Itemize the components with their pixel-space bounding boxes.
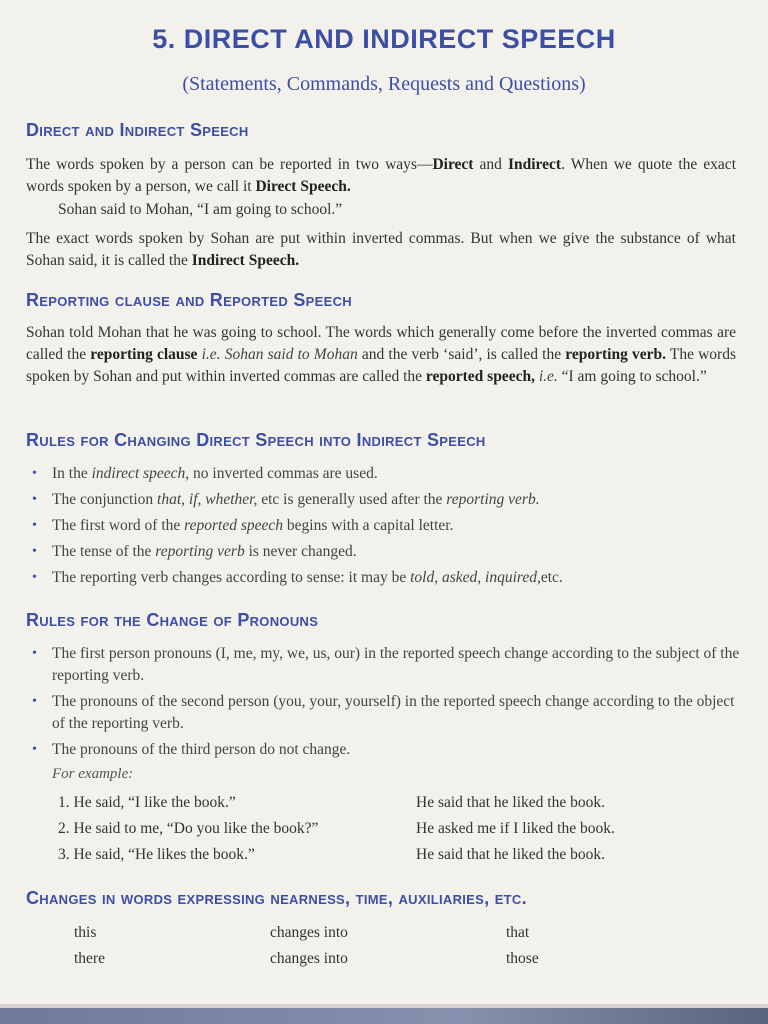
bullet-icon: • — [32, 518, 37, 533]
example-sentence: Sohan said to Mohan, “I am going to school.” — [58, 201, 343, 218]
paragraph-indirect-speech-definition — [26, 228, 736, 272]
rules-changing-list — [30, 463, 740, 593]
text-run: is never changed. — [244, 543, 357, 560]
text-run: The words spoken by Sohan and put within inverted commas are called the — [26, 346, 736, 385]
word-connector: changes into — [270, 950, 348, 967]
text-run: and — [473, 156, 508, 173]
italic-term: i.e. — [201, 346, 221, 363]
italic-term: i.e. — [538, 368, 558, 385]
text-run: The conjunction — [52, 491, 158, 508]
example-direct: 3. He said, “He likes the book.” — [58, 846, 255, 863]
italic-term: reporting verb — [155, 543, 245, 560]
italic-term: reporting verb. — [446, 491, 540, 508]
bold-term: Indirect Speech. — [191, 252, 300, 269]
page-bottom-edge — [0, 1004, 768, 1024]
example-direct: 1. He said, “I like the book.” — [58, 794, 236, 811]
text-run: The words spoken by a person can be reported in two ways— — [26, 156, 433, 173]
bold-term: reported speech, — [425, 368, 535, 385]
text-run: The pronouns of the third person do not change. — [52, 741, 351, 758]
italic-term: reported speech — [184, 517, 284, 534]
chapter-title: 5. DIRECT AND INDIRECT SPEECH — [152, 24, 616, 54]
text-run: Sohan told Mohan that he was going to school. The words which generally come before the inverted commas are called the — [26, 324, 736, 363]
paragraph-direct-speech-definition — [26, 154, 736, 198]
bullet-icon: • — [32, 742, 37, 757]
word-to: that — [506, 924, 530, 941]
bold-term: reporting verb. — [565, 346, 666, 363]
text-run: “I am going to school.” — [557, 368, 707, 385]
section-heading-pronouns: Rules for the Change of Pronouns — [26, 610, 319, 630]
section-heading-rules-changing: Rules for Changing Direct Speech into Indirect Speech — [26, 430, 486, 450]
text-run: and the verb ‘said’, is called the — [357, 346, 566, 363]
example-indirect: He said that he liked the book. — [416, 846, 605, 863]
page-edge-shadow — [0, 1004, 768, 1008]
list-item — [30, 489, 740, 511]
list-item — [30, 691, 740, 735]
italic-term: told, asked, inquired, — [410, 569, 541, 586]
bullet-icon: • — [32, 466, 37, 481]
text-run: . When we quote the exact words spoken by a person, we call it — [26, 156, 736, 195]
list-item — [30, 739, 740, 761]
italic-term: indirect speech — [91, 465, 186, 482]
section-heading-word-changes: Changes in words expressing nearness, time, auxiliaries, etc. — [26, 888, 527, 908]
text-run: begins with a capital letter. — [283, 517, 454, 534]
text-run: etc is generally used after the — [257, 491, 447, 508]
bold-term: Direct — [432, 156, 474, 173]
text-run: The tense of the — [52, 543, 156, 560]
text-run: , no inverted commas are used. — [185, 465, 378, 482]
italic-term: Sohan said to Mohan — [224, 346, 358, 363]
paragraph-reporting-clause — [26, 322, 736, 388]
list-item — [30, 463, 740, 485]
list-item — [30, 567, 740, 589]
example-indirect: He asked me if I liked the book. — [416, 820, 615, 837]
bullet-icon: • — [32, 544, 37, 559]
text-run: The first word of the — [52, 517, 185, 534]
list-item — [30, 643, 740, 687]
text-run: etc. — [540, 569, 563, 586]
section-heading-reporting-clause: Reporting clause and Reported Speech — [26, 290, 352, 310]
word-from: this — [74, 924, 97, 941]
bullet-icon: • — [32, 570, 37, 585]
text-run: The pronouns of the second person (you, your, yourself) in the reported speech change according to the object of the reporting verb. — [52, 693, 735, 732]
bold-term: Indirect — [507, 156, 562, 173]
pronoun-rules-list — [30, 643, 740, 765]
italic-term: that, if, whether, — [157, 491, 258, 508]
text-run: The reporting verb changes according to sense: it may be — [52, 569, 411, 586]
text-run: The exact words spoken by Sohan are put within inverted commas. But when we give the substance of what Sohan said, it is called the — [26, 230, 736, 269]
bullet-icon: • — [32, 492, 37, 507]
text-run: The first person pronouns (I, me, my, we, us, our) in the reported speech change according to the subject of the reporting verb. — [52, 645, 740, 684]
text-run: In the — [52, 465, 92, 482]
bullet-icon: • — [32, 646, 37, 661]
section-heading-direct-indirect: Direct and Indirect Speech — [26, 120, 249, 140]
chapter-subtitle: (Statements, Commands, Requests and Questions) — [182, 73, 586, 95]
example-direct: 2. He said to me, “Do you like the book?” — [58, 820, 319, 837]
list-item — [30, 541, 740, 563]
word-to: those — [506, 950, 539, 967]
list-item — [30, 515, 740, 537]
bold-term: reporting clause — [90, 346, 198, 363]
word-from: there — [74, 950, 105, 967]
bullet-icon: • — [32, 694, 37, 709]
example-label: For example: — [52, 766, 134, 782]
bold-term: Direct Speech. — [255, 178, 351, 195]
word-connector: changes into — [270, 924, 348, 941]
example-indirect: He said that he liked the book. — [416, 794, 605, 811]
